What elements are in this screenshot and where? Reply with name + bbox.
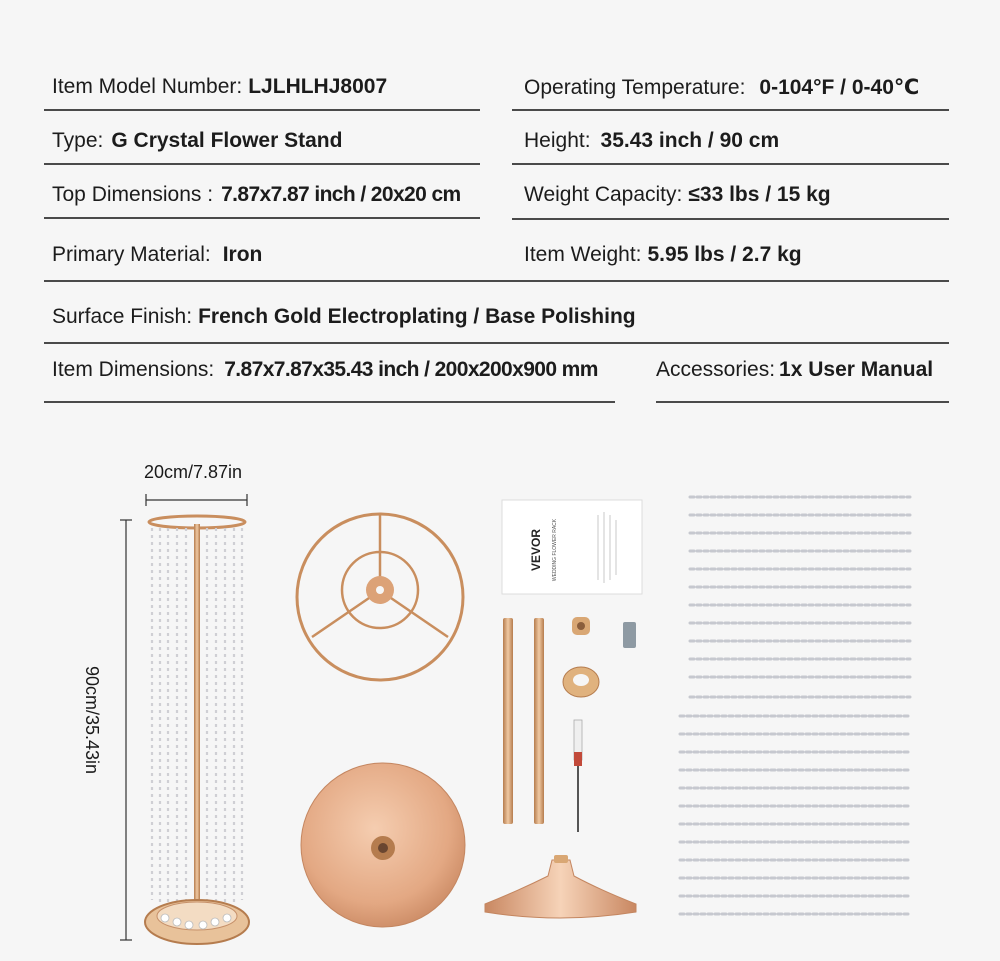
divider (512, 163, 949, 165)
spec-weight-capacity-value: ≤33 lbs / 15 kg (688, 183, 831, 206)
spec-item-dimensions-value: 7.87x7.87x35.43 inch / 200x200x900 mm (224, 358, 598, 381)
spec-item-weight-value: 5.95 lbs / 2.7 kg (647, 243, 802, 266)
spec-primary-material (52, 243, 262, 267)
spec-type-value: G Crystal Flower Stand (111, 129, 343, 152)
spec-accessories-value: 1x User Manual (779, 358, 934, 381)
divider (44, 109, 480, 111)
crystal-strands-part (680, 497, 910, 914)
divider (656, 401, 949, 403)
top-ring-part (297, 514, 463, 680)
spec-top-dimensions-value: 7.87x7.87 inch / 20x20 cm (221, 183, 461, 206)
spec-primary-material-label: Primary Material: (52, 243, 211, 266)
spec-surface-finish-value: French Gold Electroplating / Base Polishing (198, 305, 636, 328)
divider (44, 342, 949, 344)
divider (44, 217, 480, 219)
spec-height-label: Height: (524, 129, 591, 152)
pole-parts (503, 618, 544, 824)
bag-caption-text: WEDDING FLOWER RACK (552, 518, 558, 582)
divider (44, 280, 949, 282)
product-diagram (0, 440, 1000, 961)
hardware-parts (563, 617, 636, 832)
spec-type (52, 129, 342, 153)
divider (44, 163, 480, 165)
spec-model (52, 75, 387, 99)
spec-item-weight (524, 243, 802, 267)
height-dimension-label: 90cm/35.43in (82, 665, 102, 775)
spec-item-dimensions (52, 358, 598, 382)
divider (44, 401, 615, 403)
spec-weight-capacity-label: Weight Capacity: (524, 183, 683, 206)
spec-height (524, 129, 779, 153)
spec-item-dimensions-label: Item Dimensions: (52, 358, 215, 381)
spec-top-dimensions (52, 183, 461, 207)
divider (512, 218, 949, 220)
spec-model-value: LJLHLHJ8007 (248, 75, 388, 98)
spec-surface-finish (52, 305, 636, 329)
spec-accessories (656, 358, 933, 382)
small-base-part (485, 855, 636, 918)
spec-surface-finish-label: Surface Finish: (52, 305, 193, 328)
bag-brand-text: VEVOR (529, 528, 543, 572)
spec-type-label: Type: (52, 129, 104, 152)
spec-item-weight-label: Item Weight: (524, 243, 642, 266)
spec-height-value: 35.43 inch / 90 cm (600, 129, 780, 152)
spec-operating-temp-value: 0-104°F / 0-40℃ (759, 76, 920, 99)
spec-operating-temp (524, 75, 919, 100)
spec-top-dimensions-label: Top Dimensions : (52, 183, 214, 206)
width-dimension-label: 20cm/7.87in (143, 462, 243, 482)
divider (512, 109, 949, 111)
spec-weight-capacity (524, 183, 831, 207)
base-disc-part (301, 763, 465, 927)
spec-operating-temp-label: Operating Temperature: (524, 76, 746, 99)
spec-model-label: Item Model Number: (52, 75, 243, 98)
spec-primary-material-value: Iron (222, 243, 263, 266)
assembled-stand (145, 516, 249, 944)
user-manual-bag (502, 500, 642, 594)
spec-accessories-label: Accessories: (656, 358, 776, 381)
